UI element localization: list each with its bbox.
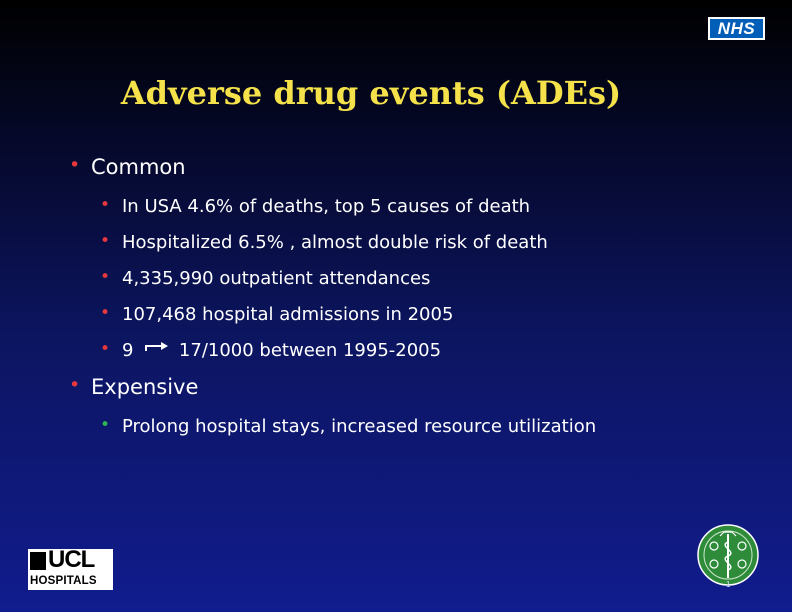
sub-bullet-trend (100, 339, 442, 361)
bullet-dot: • (69, 154, 81, 176)
bullet-dot: • (100, 267, 111, 287)
nhs-logo-text: NHS (710, 19, 763, 38)
bullet-dot: • (100, 195, 111, 215)
bullet-dot: • (100, 303, 111, 323)
bullet-text: Expensive (91, 375, 199, 399)
sub-bullet-outpatient (100, 267, 431, 289)
ucl-hospitals-logo (28, 546, 113, 590)
ucl-logo-subtext: HOSPITALS (30, 575, 97, 587)
trend-from: 9 (122, 340, 134, 361)
bullet-dot: • (100, 231, 111, 251)
right-arrow-icon (145, 340, 169, 352)
trend-to: 17/1000 between 1995-2005 (178, 340, 442, 361)
sub-bullet-admissions (100, 303, 454, 325)
bullet-expensive (69, 374, 199, 399)
ucl-logo-text: UCL (48, 546, 95, 573)
sub-bullet-deaths (100, 195, 531, 217)
page-number: 1 (726, 580, 731, 588)
sub-bullet-text: Hospitalized 6.5% , almost double risk of death (122, 232, 548, 253)
sub-bullet-hospitalized (100, 231, 548, 253)
sub-bullet-text: 107,468 hospital admissions in 2005 (122, 304, 454, 325)
bullet-text: Common (91, 155, 186, 179)
ucl-logo-top (28, 546, 113, 573)
sub-bullet-prolong (100, 415, 597, 437)
ucl-logo-mark (30, 552, 46, 570)
bullet-common (69, 154, 186, 179)
sub-bullet-text: In USA 4.6% of deaths, top 5 causes of death (122, 196, 531, 217)
sub-bullet-text: Prolong hospital stays, increased resource utilization (122, 416, 597, 437)
bullet-dot: • (69, 374, 81, 396)
slide-title: Adverse drug events (ADEs) (120, 74, 622, 112)
sub-bullet-text: 4,335,990 outpatient attendances (122, 268, 431, 289)
hospital-crest-icon (696, 522, 760, 588)
bullet-dot: • (100, 339, 111, 359)
bullet-dot: • (100, 415, 111, 435)
